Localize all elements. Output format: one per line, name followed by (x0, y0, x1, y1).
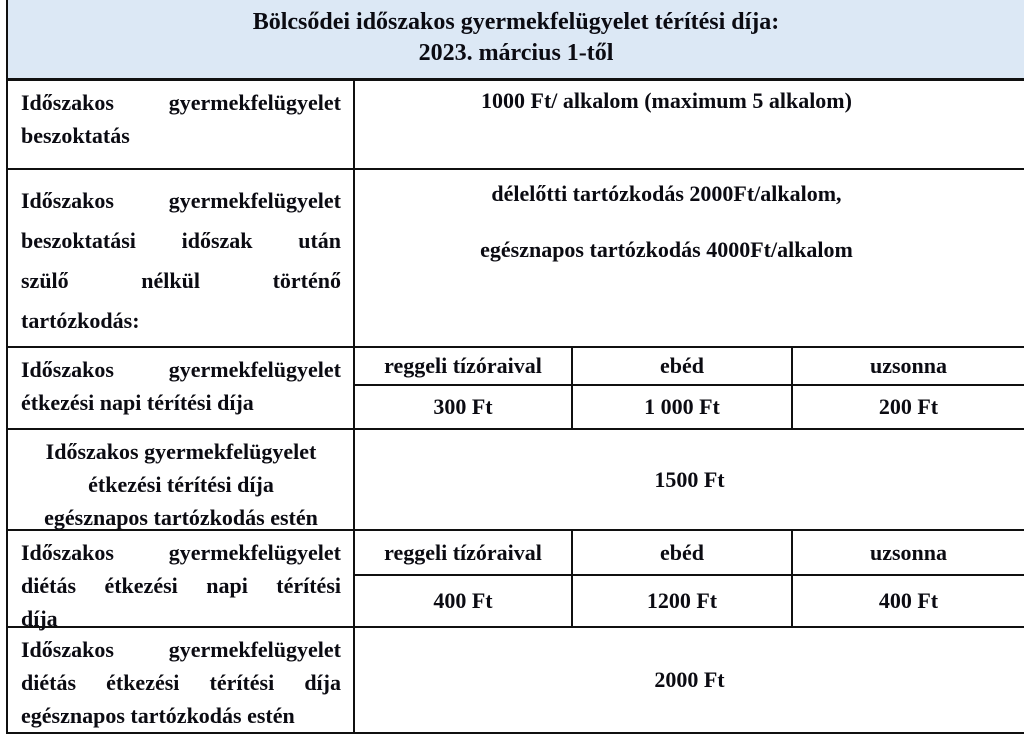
meal-value-cell: 1 000 Ft (573, 386, 793, 428)
meal-header-cell: uzsonna (869, 539, 948, 565)
meal-header-cell: uzsonna (869, 353, 948, 378)
fee-cell (355, 430, 1024, 529)
fee-text: 2000 Ft (654, 667, 725, 692)
row-label-cell: Időszakos gyermekfelügyelet étkezési napi térítési díja (8, 348, 355, 428)
row-label-cell: Időszakos gyermekfelügyelet diétás étkezési térítési díja egésznapos tartózkodás estén (8, 628, 355, 732)
meal-header-row (355, 348, 1024, 386)
meal-value-row (355, 386, 1024, 428)
meal-header-row (355, 531, 1024, 576)
fee-table (6, 0, 1024, 734)
fee-text-lines: délelőtti tartózkodás 2000Ft/alkalom, egésznapos tartózkodás 4000Ft/alkalom (480, 181, 853, 262)
row-label-cell: Időszakos gyermekfelügyelet beszoktatási időszak után szülő nélkül történő tartózkodás: (8, 170, 355, 346)
table-row (8, 81, 1024, 170)
meal-value-cell: 400 Ft (878, 588, 939, 613)
meal-value-cell: 200 Ft (878, 394, 939, 419)
fee-cell (355, 81, 1024, 168)
meal-header-cell: reggeli tízóraival (355, 531, 573, 574)
meal-subtable (355, 531, 1024, 626)
fee-text: 1000 Ft/ alkalom (maximum 5 alkalom) (481, 88, 852, 113)
table-row (8, 628, 1024, 734)
fee-text: 1500 Ft (654, 466, 725, 492)
table-row (8, 430, 1024, 531)
table-row (8, 531, 1024, 631)
row-label-cell: Időszakos gyermekfelügyelet diétás étkezési napi térítési díja (8, 531, 355, 626)
meal-header-cell: reggeli tízóraival (355, 348, 573, 384)
meal-header-cell: ebéd (573, 348, 793, 384)
meal-value-row (355, 576, 1024, 626)
table-title-line1: Bölcsődei időszakos gyermekfelügyelet térítési díja: (252, 9, 780, 35)
table-row (8, 348, 1024, 430)
table-title-band (8, 0, 1024, 81)
fee-cell (355, 628, 1024, 732)
row-label-cell: Időszakos gyermekfelügyelet beszoktatás (8, 81, 355, 168)
meal-header-cell: ebéd (573, 531, 793, 574)
table-title-line2: 2023. március 1-től (418, 40, 614, 66)
meal-value-cell: 400 Ft (355, 576, 573, 626)
meal-subtable (355, 348, 1024, 428)
table-row (8, 170, 1024, 348)
row-label-cell: Időszakos gyermekfelügyelet étkezési térítési díja egésznapos tartózkodás estén (8, 430, 355, 529)
fee-cell (355, 170, 1024, 346)
meal-value-cell: 1200 Ft (573, 576, 793, 626)
meal-value-cell: 300 Ft (355, 386, 573, 428)
